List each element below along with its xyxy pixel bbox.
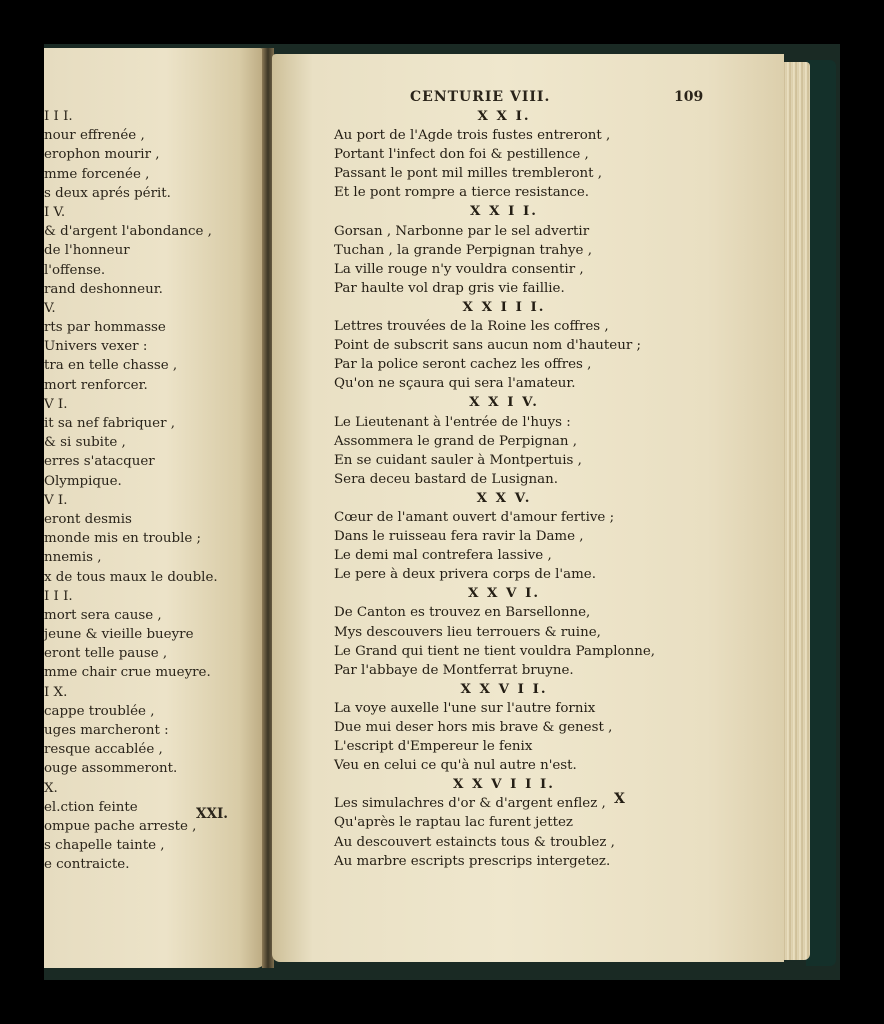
- left-text-line: rand deshonneur.: [44, 281, 163, 297]
- left-text-line: erres s'atacquer: [44, 454, 155, 470]
- quatrain-number: X X V I I.: [460, 680, 548, 697]
- quatrain-number: X X I I.: [470, 203, 538, 220]
- verse-line: Assommera le grand de Perpignan ,: [334, 433, 577, 449]
- left-text-line: V I.: [44, 492, 68, 508]
- back-cover-edge: [806, 60, 836, 966]
- quatrain-number: X X V I.: [467, 585, 541, 602]
- verse-line: Au descouvert estaincts tous & troublez ,: [334, 834, 615, 850]
- left-text-line: mme forcenée ,: [44, 166, 150, 182]
- verse-line: La ville rouge n'y vouldra consentir ,: [334, 261, 584, 277]
- verse-line: Et le pont rompre a tierce resistance.: [334, 185, 590, 201]
- left-text-line: X.: [44, 780, 58, 796]
- left-text-line: x de tous maux le double.: [44, 569, 218, 585]
- left-text-line: I V.: [44, 204, 66, 220]
- verse-line: Qu'après le raptau lac furent jettez: [334, 815, 573, 831]
- verse-line: Par haulte vol drap gris vie faillie.: [334, 280, 565, 296]
- verse-line: Le demi mal contrefera lassive ,: [334, 548, 552, 564]
- quatrain-number: X X I I I.: [462, 298, 546, 315]
- left-text-line: tra en telle chasse ,: [44, 358, 178, 374]
- left-text-line: eront desmis: [44, 511, 132, 527]
- left-page-text: [44, 107, 256, 875]
- left-text-line: l'offense.: [44, 262, 106, 278]
- left-text-line: & si subite ,: [44, 435, 126, 451]
- left-text-line: erophon mourir ,: [44, 147, 160, 163]
- verse-line: Le Lieutenant à l'entrée de l'huys :: [334, 414, 571, 430]
- verse-line: De Canton es trouvez en Barsellonne,: [334, 605, 591, 621]
- verse-line: Le pere à deux privera corps de l'ame.: [334, 567, 596, 583]
- verse-line: Due mui deser hors mis brave & genest ,: [334, 720, 613, 735]
- running-head: CENTURIE VIII.: [410, 89, 551, 105]
- left-text-line: & d'argent l'abondance ,: [44, 224, 212, 240]
- verse-line: Mys descouvers lieu terrouers & ruine,: [334, 624, 601, 640]
- left-text-line: s deux aprés périt.: [44, 185, 171, 201]
- right-page-text: [334, 107, 734, 871]
- left-text-line: monde mis en trouble ;: [44, 531, 202, 547]
- verse-line: La voye auxelle l'une sur l'autre fornix: [334, 700, 596, 716]
- verse-line: Cœur de l'amant ouvert d'amour fertive ;: [334, 509, 615, 525]
- quatrain-number: X X V.: [476, 489, 532, 506]
- verse-line: Veu en celui ce qu'à nul autre n'est.: [334, 758, 577, 774]
- left-text-line: mme chair crue mueyre.: [44, 665, 211, 681]
- left-text-line: mort sera cause ,: [44, 607, 162, 623]
- left-text-line: Univers vexer :: [44, 339, 148, 355]
- left-text-line: de l'honneur: [44, 243, 130, 259]
- left-text-line: uges marcheront :: [44, 723, 169, 738]
- verse-line: Dans le ruisseau fera ravir la Dame ,: [334, 529, 584, 545]
- left-text-line: V.: [44, 300, 56, 316]
- verse-line: En se cuidant sauler à Montpertuis ,: [334, 452, 582, 468]
- left-text-line: nnemis ,: [44, 550, 102, 566]
- left-text-line: eront telle pause ,: [44, 646, 168, 662]
- verse-line: Sera deceu bastard de Lusignan.: [334, 471, 559, 487]
- left-text-line: I I I.: [44, 109, 73, 124]
- verse-line: Qu'on ne sçaura qui sera l'amateur.: [334, 376, 576, 392]
- page-edges: [780, 62, 810, 960]
- quatrain-number: X X V I I I.: [453, 776, 555, 793]
- left-text-line: mort renforcer.: [44, 377, 148, 393]
- left-text-line: e contraicte.: [44, 857, 130, 873]
- left-text-line: Olympique.: [44, 473, 122, 489]
- verse-line: Au marbre escripts prescrips intergetez.: [334, 853, 611, 869]
- verse-line: Passant le pont mil milles trembleront ,: [334, 166, 603, 182]
- left-text-line: jeune & vieille bueyre: [44, 627, 194, 643]
- left-text-line: V I.: [44, 396, 68, 412]
- left-text-line: ouge assommeront.: [44, 761, 178, 777]
- verse-line: Les simulachres d'or & d'argent enflez ,: [334, 796, 606, 812]
- verse-line: Par l'abbaye de Montferrat bruyne.: [334, 662, 574, 678]
- verse-line: Lettres trouvées de la Roine les coffres ,: [334, 319, 609, 335]
- left-text-line: rts par hommasse: [44, 320, 166, 336]
- quatrain-number: X X I.: [477, 108, 531, 124]
- page-number: 109: [674, 89, 704, 105]
- right-catchword: X: [614, 791, 625, 807]
- left-text-line: el.ction feinte: [44, 799, 138, 815]
- left-text-line: cappe troublée ,: [44, 703, 155, 719]
- left-text-line: nour effrenée ,: [44, 128, 145, 144]
- verse-line: Le Grand qui tient ne tient vouldra Pamplonne,: [334, 643, 656, 659]
- verse-line: L'escript d'Empereur le fenix: [334, 739, 533, 755]
- quatrain-number: X X I V.: [469, 394, 539, 411]
- left-text-line: I I I.: [44, 588, 73, 604]
- left-text-line: I X.: [44, 684, 68, 700]
- left-text-line: it sa nef fabriquer ,: [44, 416, 176, 431]
- left-catchword: XXI.: [196, 806, 228, 822]
- left-text-line: ompue pache arreste ,: [44, 818, 197, 834]
- verse-line: Point de subscrit sans aucun nom d'hauteur ;: [334, 338, 642, 354]
- verse-line: Tuchan , la grande Perpignan trahye ,: [334, 242, 592, 258]
- verse-line: Portant l'infect don foi & pestillence ,: [334, 147, 589, 163]
- verse-line: Gorsan , Narbonne par le sel advertir: [334, 223, 590, 239]
- left-text-line: s chapelle tainte ,: [44, 838, 165, 854]
- verse-line: Au port de l'Agde trois fustes entreront ,: [334, 128, 611, 144]
- verse-line: Par la police seront cachez les offres ,: [334, 357, 592, 373]
- left-text-line: resque accablée ,: [44, 742, 163, 758]
